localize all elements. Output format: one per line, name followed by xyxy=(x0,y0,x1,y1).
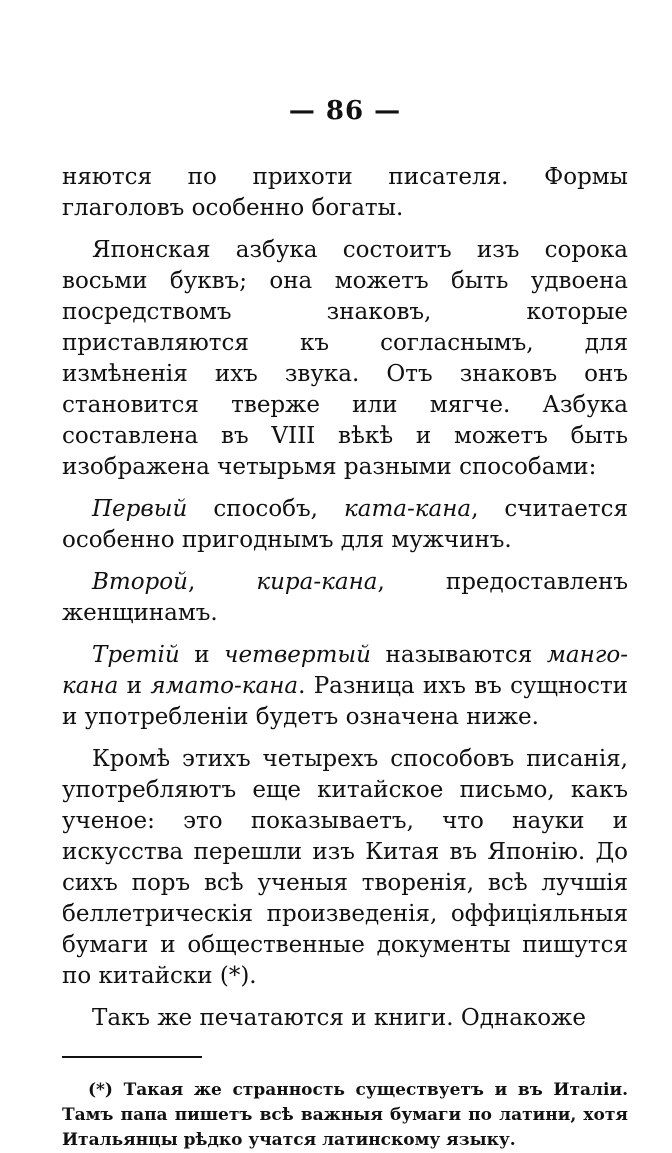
term-yamato-kana: ямато-кана xyxy=(150,673,299,699)
term-first: Первый xyxy=(92,496,188,522)
term-kira-kana: кира-кана xyxy=(256,569,378,595)
term-second: Второй xyxy=(92,569,188,595)
book-page xyxy=(62,96,628,1153)
paragraph-3-text-b: , считается особенно пригоднымъ для мужчинъ. xyxy=(62,496,628,553)
paragraph-5-text-a: и xyxy=(179,642,225,668)
paragraph-5-text-b: называются xyxy=(370,642,547,668)
term-kata-kana: ката-кана xyxy=(344,496,472,522)
paragraph-3 xyxy=(62,494,628,556)
paragraph-2: Японская азбука состоитъ изъ сорока восьми буквъ; она можетъ быть удвоена посредствомъ знаковъ, которые приставляются къ согласнымъ, для измѣненія ихъ звука. Отъ знаковъ онъ становится тверже или мягче. Азбука составлена въ VIII вѣкѣ и можетъ быть изображена четырьмя разными способами: xyxy=(62,237,628,480)
paragraph-5-text-d: . Разница ихъ въ сущности и употребленіи будетъ означена ниже. xyxy=(62,673,629,730)
paragraph-3-text-a: способъ, xyxy=(187,496,344,522)
paragraph-4-text-b: , предоставленъ женщинамъ. xyxy=(62,569,628,626)
term-third: Третій xyxy=(92,642,180,668)
footnote: (*) Такая же странность существуетъ и въ Италіи. Тамъ папа пишетъ всѣ важныя бумаги по латини, хотя Итальянцы рѣдко учатся латинскому языку. xyxy=(62,1080,628,1150)
paragraph-5-text-c: и xyxy=(118,673,151,699)
paragraph-1: няются по прихоти писателя. Формы глаголовъ особенно богаты. xyxy=(62,164,628,221)
paragraph-7: Такъ же печатаются и книги. Однакоже xyxy=(92,1005,586,1031)
paragraph-4-text-a: , xyxy=(187,569,257,595)
term-mango-kana: манго-кана xyxy=(62,642,628,699)
paragraph-6: Кромѣ этихъ четырехъ способовъ писанія, употребляютъ еще китайское письмо, какъ ученое: это показываетъ, что науки и искусства перешли изъ Китая въ Японію. До сихъ поръ всѣ ученыя творенія, всѣ лучшія беллетрическія произведенія, оффиціяльныя бумаги и общественные документы пишутся по китайски (*). xyxy=(62,746,628,989)
term-fourth: четвертый xyxy=(224,642,371,668)
page-number: — 86 — xyxy=(288,96,402,126)
footnote-divider xyxy=(62,1056,202,1058)
paragraph-5 xyxy=(62,640,628,733)
paragraph-4 xyxy=(62,567,628,629)
